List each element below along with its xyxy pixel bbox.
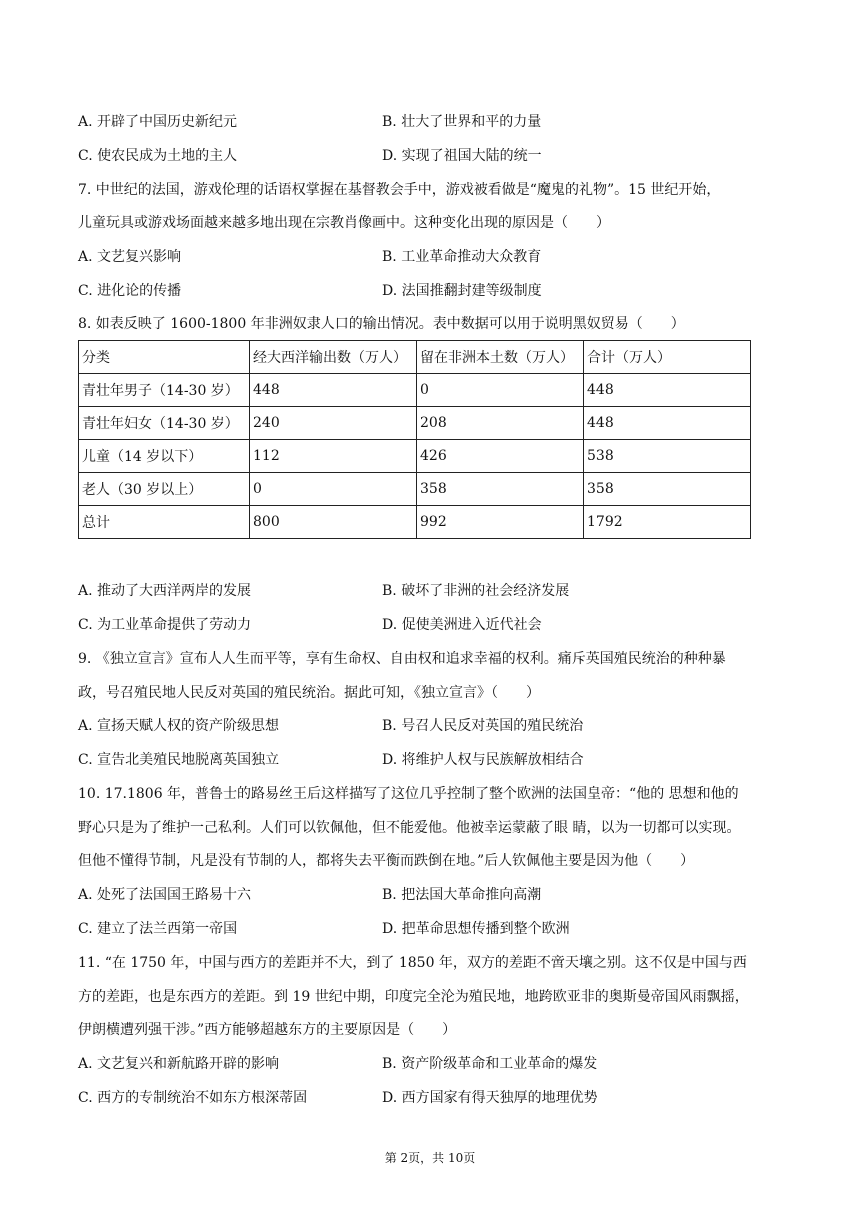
- q11-option-row-2: [78, 1089, 778, 1107]
- q7-option-a: A. 文艺复兴影响: [78, 249, 182, 265]
- q11-stem-line-2: 方的差距，也是东西方的差距。到 19 世纪中期，印度完全沦为殖民地，地跨欧亚非的奥斯曼帝国风雨飘摇，: [78, 989, 749, 1005]
- table-header-row: [79, 341, 751, 374]
- q9-stem-line-1: 9. 《独立宣言》宣布人人生而平等，享有生命权、自由权和追求幸福的权利。痛斥英国殖民统治的种种暴: [78, 651, 726, 667]
- q10-option-d: D. 把革命思想传播到整个欧洲: [382, 921, 570, 937]
- q7-option-d: D. 法国推翻封建等级制度: [382, 283, 542, 299]
- q7-stem-line-2: 儿童玩具或游戏场面越来越多地出现在宗教肖像画中。这种变化出现的原因是（ ）: [78, 215, 610, 231]
- q9-option-a: A. 宣扬天赋人权的资产阶级思想: [78, 718, 280, 734]
- q9-option-c: C. 宣告北美殖民地脱离英国独立: [78, 752, 280, 768]
- q8-option-d: D. 促使美洲进入近代社会: [382, 617, 542, 633]
- q7-option-c: C. 进化论的传播: [78, 283, 182, 299]
- q10-option-row-1: [78, 886, 778, 904]
- table-header-cell: 分类: [79, 341, 250, 374]
- q11-stem-line-3: 伊朗横遭列强干涉。”西方能够超越东方的主要原因是（ ）: [78, 1022, 457, 1038]
- q6-option-row-2: [78, 147, 778, 165]
- q6-option-d: D. 实现了祖国大陆的统一: [382, 148, 542, 164]
- q8-stem: 8. 如表反映了 1600-1800 年非洲奴隶人口的输出情况。表中数据可以用于说明黑奴贸易（ ）: [78, 316, 685, 332]
- table-row: [79, 407, 751, 440]
- q8-option-row-1: [78, 582, 778, 600]
- table-cell: 358: [417, 473, 584, 506]
- table-cell: 358: [584, 473, 751, 506]
- q6-option-c: C. 使农民成为土地的主人: [78, 148, 238, 164]
- q11-option-d: D. 西方国家有得天独厚的地理优势: [382, 1090, 598, 1106]
- table-cell: 总计: [79, 506, 250, 539]
- q8-option-a: A. 推动了大西洋两岸的发展: [78, 583, 252, 599]
- q7-option-b: B. 工业革命推动大众教育: [382, 249, 542, 265]
- q9-option-b: B. 号召人民反对英国的殖民统治: [382, 718, 584, 734]
- q8-option-c: C. 为工业革命提供了劳动力: [78, 617, 252, 633]
- table-row: [79, 374, 751, 407]
- q10-stem-line-2: 野心只是为了维护一己私利。人们可以钦佩他，但不能爱他。他被幸运蒙蔽了眼 睛，以为一切都可以实现。: [78, 820, 741, 836]
- q11-option-c: C. 西方的专制统治不如东方根深蒂固: [78, 1090, 308, 1106]
- table-cell: 240: [250, 407, 417, 440]
- q11-option-row-1: [78, 1055, 778, 1073]
- q9-option-row-1: [78, 717, 778, 735]
- table-cell: 208: [417, 407, 584, 440]
- q6-option-row-1: [78, 113, 778, 131]
- table-cell: 儿童（14 岁以下）: [79, 440, 250, 473]
- q10-option-b: B. 把法国大革命推向高潮: [382, 887, 542, 903]
- table-header-cell: 经大西洋输出数（万人）: [250, 341, 417, 374]
- table-cell: 青壮年妇女（14-30 岁）: [79, 407, 250, 440]
- q6-option-a: A. 开辟了中国历史新纪元: [78, 114, 238, 130]
- table-cell: 老人（30 岁以上）: [79, 473, 250, 506]
- q7-stem-line-1: 7. 中世纪的法国，游戏伦理的话语权掌握在基督教会手中，游戏被看做是“魔鬼的礼物”。15 世纪开始，: [78, 182, 721, 198]
- q10-option-a: A. 处死了法国国王路易十六: [78, 887, 252, 903]
- table-cell: 538: [584, 440, 751, 473]
- q11-option-b: B. 资产阶级革命和工业革命的爆发: [382, 1056, 598, 1072]
- q11-stem-line-1: 11. “在 1750 年，中国与西方的差距并不大，到了 1850 年，双方的差距不啻天壤之别。这不仅是中国与西: [78, 955, 747, 971]
- table-cell: 448: [250, 374, 417, 407]
- q10-option-row-2: [78, 920, 778, 938]
- table-cell: 青壮年男子（14-30 岁）: [79, 374, 250, 407]
- q6-option-b: B. 壮大了世界和平的力量: [382, 114, 542, 130]
- page-footer: 第 2页，共 10页: [384, 1151, 476, 1165]
- table-cell: 0: [417, 374, 584, 407]
- q11-option-a: A. 文艺复兴和新航路开辟的影响: [78, 1056, 280, 1072]
- table-cell: 800: [250, 506, 417, 539]
- table-row: [79, 473, 751, 506]
- q9-stem-line-2: 政，号召殖民地人民反对英国的殖民统治。据此可知，《独立宣言》（ ）: [78, 685, 540, 701]
- q10-stem-line-3: 但他不懂得节制，凡是没有节制的人，都将失去平衡而跌倒在地。”后人钦佩他主要是因为他（ ）: [78, 853, 695, 869]
- table-cell: 992: [417, 506, 584, 539]
- q8-option-b: B. 破坏了非洲的社会经济发展: [382, 583, 570, 599]
- table-cell: 1792: [584, 506, 751, 539]
- q8-option-row-2: [78, 616, 778, 634]
- q9-option-row-2: [78, 751, 778, 769]
- table-row: [79, 506, 751, 539]
- slave-export-table: [78, 340, 751, 539]
- table-header-cell: 留在非洲本土数（万人）: [417, 341, 584, 374]
- table-cell: 112: [250, 440, 417, 473]
- q10-stem-line-1: 10. 17.1806 年，普鲁士的路易丝王后这样描写了这位几乎控制了整个欧洲的法国皇帝：“他的 思想和他的: [78, 786, 739, 802]
- table-cell: 448: [584, 407, 751, 440]
- table-cell: 448: [584, 374, 751, 407]
- table-header-cell: 合计（万人）: [584, 341, 751, 374]
- table-row: [79, 440, 751, 473]
- table-cell: 426: [417, 440, 584, 473]
- table-cell: 0: [250, 473, 417, 506]
- q9-option-d: D. 将维护人权与民族解放相结合: [382, 752, 584, 768]
- q7-option-row-1: [78, 248, 778, 266]
- q7-option-row-2: [78, 282, 778, 300]
- q10-option-c: C. 建立了法兰西第一帝国: [78, 921, 238, 937]
